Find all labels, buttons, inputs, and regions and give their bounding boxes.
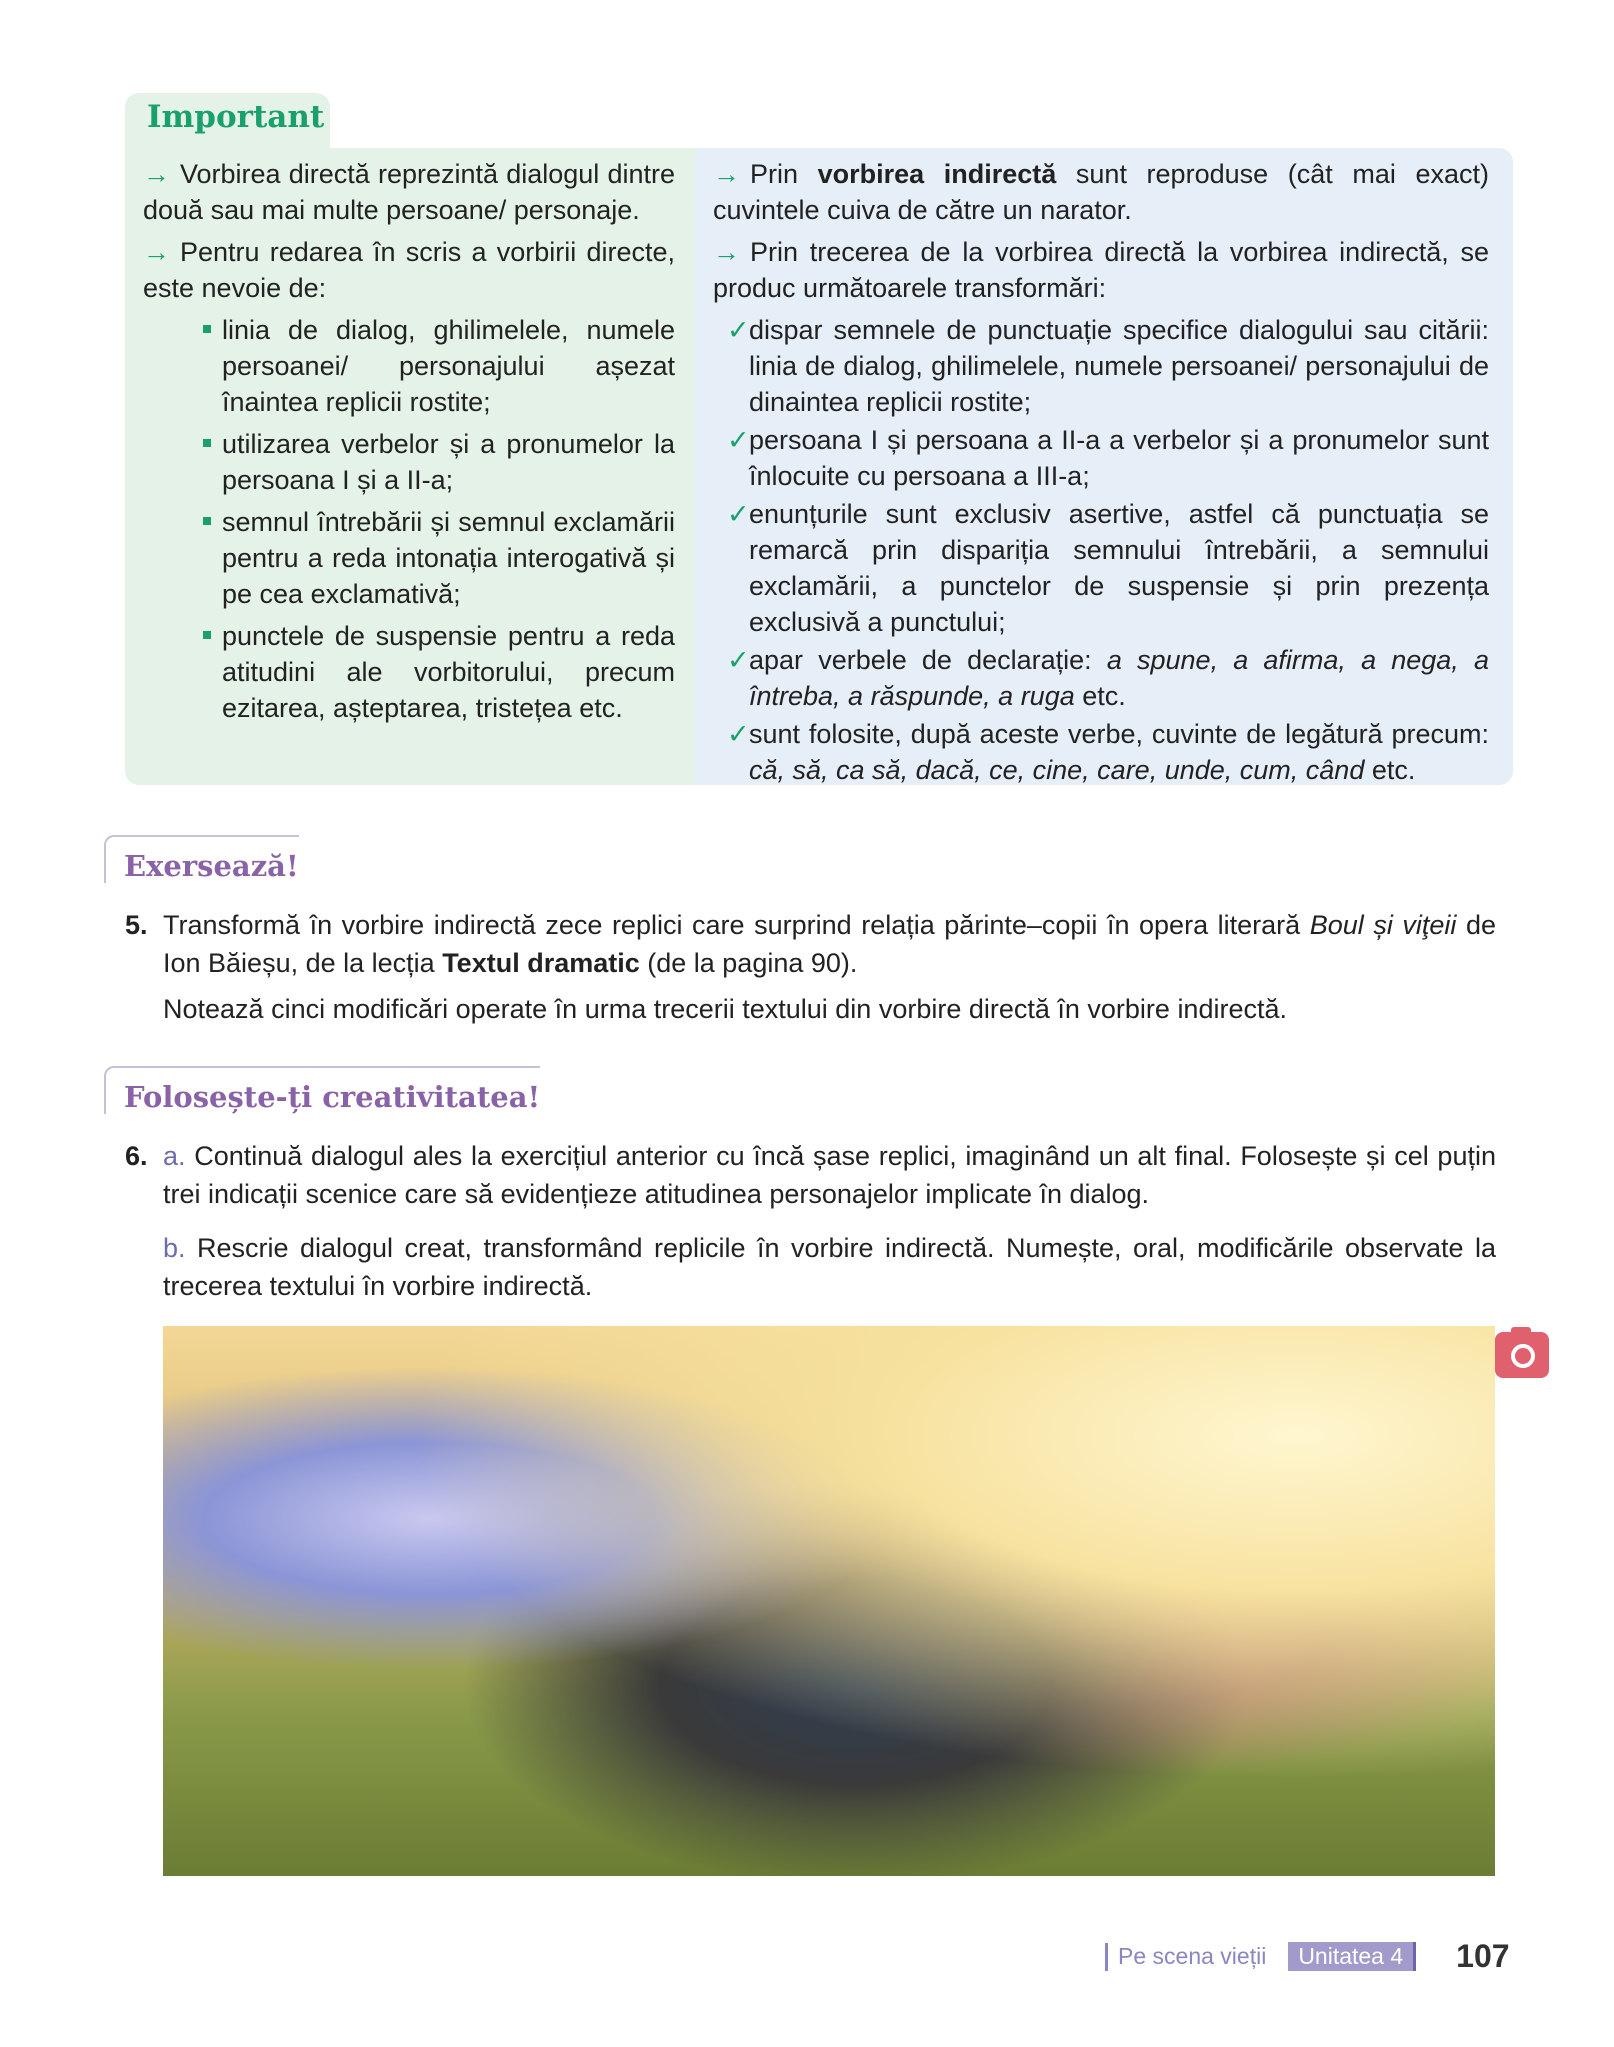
exercise-number: 5. — [125, 910, 148, 940]
bullet-icon — [203, 517, 211, 525]
list-item — [143, 618, 675, 726]
exercise-number: 6. — [125, 1141, 148, 1171]
direct-speech-column — [125, 148, 695, 785]
list-item — [143, 426, 675, 498]
important-box — [125, 148, 1513, 785]
exercise-note: Notează cinci modificări operate în urma trecerii textului din vorbire directă în vorbire indirectă. — [163, 994, 1287, 1024]
text: apar verbele de declarație: — [749, 645, 1107, 675]
text: dispar semnele de punctuație specifice dialogului sau citării: linia de dialog, ghilimelele, numele persoanei/ personajului de dinaintea replicii rostite; — [749, 315, 1489, 417]
text: Prin trecerea de la vorbirea directă la vorbirea indirectă, se produc următoarele transformări: — [713, 237, 1489, 303]
text: sunt folosite, după aceste verbe, cuvinte de legătură precum: — [749, 719, 1489, 749]
lesson-title: Textul dramatic — [442, 948, 640, 978]
camera-icon — [1495, 1332, 1549, 1378]
page-footer — [1105, 1938, 1510, 1975]
exercise-5 — [125, 906, 1496, 1028]
arrow-icon: → — [143, 159, 170, 189]
exerseaza-heading: Exersează! — [104, 835, 299, 883]
list-item — [713, 496, 1489, 640]
arrow-icon: → — [143, 237, 170, 267]
check-icon: ✓ — [727, 315, 750, 345]
text: Vorbirea directă reprezintă dialogul dintre două sau mai multe persoane/ personaje. — [143, 159, 675, 225]
text: semnul întrebării și semnul exclamării pentru a reda intonația interogativă și pe cea exclamativă; — [222, 507, 675, 609]
italic-text: că, să, ca să, dacă, ce, cine, care, unde, cum, când — [749, 755, 1365, 785]
exercise-part-a — [125, 1137, 1496, 1213]
part-label: a. — [163, 1141, 186, 1171]
arrow-icon: → — [713, 237, 740, 267]
divider — [1105, 1943, 1108, 1971]
list-item — [143, 504, 675, 612]
text: (de la pagina 90). — [639, 948, 858, 978]
text: Rescrie dialogul creat, transformând replicile în vorbire indirectă. Numește, oral, modificările observate la trecerea textului în vorbire indirectă. — [163, 1233, 1496, 1301]
paragraph — [713, 234, 1489, 306]
list-item — [143, 312, 675, 420]
work-title: Boul și viţeii — [1309, 910, 1457, 940]
page-number: 107 — [1456, 1938, 1510, 1974]
arrow-icon: → — [713, 159, 740, 189]
text: punctele de suspensie pentru a reda atitudini ale vorbitorului, precum ezitarea, așteptarea, tristețea etc. — [222, 621, 675, 723]
italic-text: a spune, a afirma, a nega, a întreba, a răspunde, a ruga — [749, 645, 1489, 711]
bullet-icon — [203, 325, 211, 333]
list-item — [713, 312, 1489, 420]
check-icon: ✓ — [727, 499, 750, 529]
bullet-icon — [203, 631, 211, 639]
important-title: Important — [147, 99, 325, 135]
paragraph — [143, 156, 675, 228]
text: sunt reproduse (cât mai exact) cuvintele cuiva de către un narator. — [713, 159, 1489, 225]
text: Continuă dialogul ales la exercițiul anterior cu încă șase replici, imaginând un alt final. Folosește și cel puțin trei indicații scenice care să evidențieze atitudinea personajelor implicate în dialog. — [163, 1141, 1496, 1209]
indirect-speech-column — [695, 148, 1513, 785]
text: de Ion Băieșu, de la lecția — [163, 910, 1496, 978]
text: persoana I și persoana a II-a a verbelor și a pronumelor sunt înlocuite cu persoana a III-a; — [749, 425, 1489, 491]
bold-term: vorbirea indirectă — [817, 159, 1057, 189]
list-item — [713, 642, 1489, 714]
family-camping-photo — [163, 1326, 1495, 1876]
text: etc. — [1364, 755, 1416, 785]
bullet-icon — [203, 439, 211, 447]
text: Transformă în vorbire indirectă zece replici care surprind relația părinte–copii în opera literară — [163, 910, 1310, 940]
creativitate-heading: Folosește-ți creativitatea! — [104, 1066, 540, 1114]
check-icon: ✓ — [727, 645, 750, 675]
check-icon: ✓ — [727, 719, 750, 749]
text: utilizarea verbelor și a pronumelor la persoana I și a II-a; — [222, 429, 675, 495]
list-item — [713, 716, 1489, 785]
important-tab — [125, 93, 330, 153]
text: Pentru redarea în scris a vorbirii directe, este nevoie de: — [143, 237, 675, 303]
exercise-text — [125, 906, 1496, 982]
exercise-6 — [125, 1137, 1496, 1305]
footer-section: Pe scena vieții — [1118, 1943, 1267, 1969]
list-item — [713, 422, 1489, 494]
text: linia de dialog, ghilimelele, numele persoanei/ personajului așezat înaintea replicii rostite; — [222, 315, 675, 417]
text: enunțurile sunt exclusiv asertive, astfel că punctuația se remarcă prin dispariția semnului întrebării, a semnului exclamării, a punctelor de suspensie și prin prezența exclusivă a punctului; — [749, 499, 1489, 637]
check-icon: ✓ — [727, 425, 750, 455]
paragraph — [143, 234, 675, 306]
text: Prin — [750, 159, 818, 189]
exercise-part-b — [125, 1229, 1496, 1305]
paragraph — [713, 156, 1489, 228]
part-label: b. — [163, 1233, 186, 1263]
text: etc. — [1074, 681, 1126, 711]
footer-unit: Unitatea 4 — [1288, 1942, 1416, 1971]
